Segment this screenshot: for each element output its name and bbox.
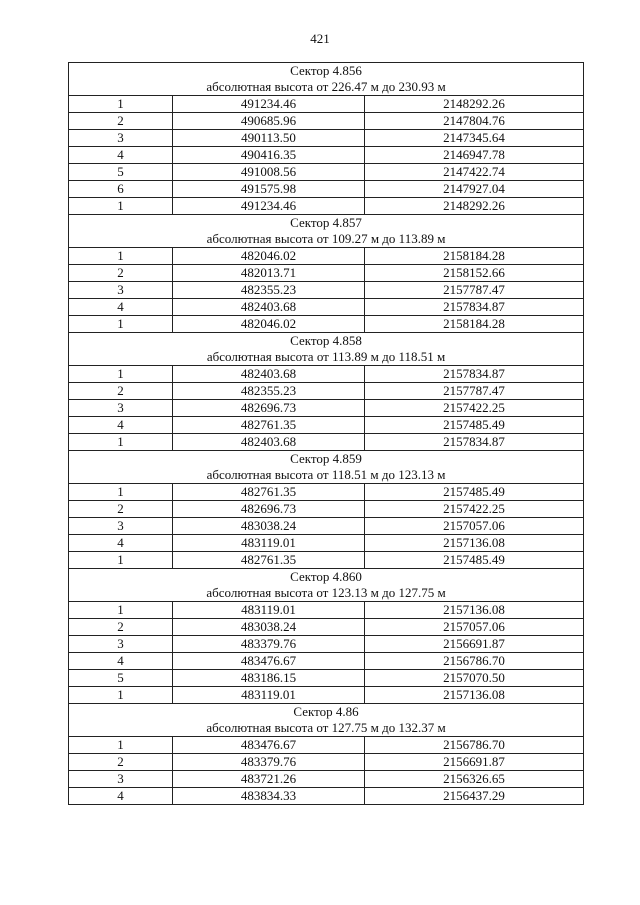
- coordinate-x: 483119.01: [173, 687, 365, 704]
- coordinate-y: 2158152.66: [365, 265, 584, 282]
- table-row: [69, 299, 584, 316]
- point-number: 5: [69, 164, 173, 181]
- table-row: [69, 518, 584, 535]
- coordinate-y: 2157485.49: [365, 484, 584, 501]
- sector-title: Сектор 4.86: [69, 704, 584, 721]
- sector-height: абсолютная высота от 109.27 м до 113.89 м: [69, 231, 584, 248]
- sector-height: абсолютная высота от 123.13 м до 127.75 м: [69, 585, 584, 602]
- table-row: [69, 535, 584, 552]
- table-row: [69, 434, 584, 451]
- point-number: 6: [69, 181, 173, 198]
- point-number: 1: [69, 434, 173, 451]
- table-row: [69, 282, 584, 299]
- coordinate-y: 2147422.74: [365, 164, 584, 181]
- point-number: 1: [69, 316, 173, 333]
- point-number: 2: [69, 113, 173, 130]
- coordinate-x: 490416.35: [173, 147, 365, 164]
- sector-title-row: [69, 569, 584, 586]
- coordinate-y: 2157057.06: [365, 518, 584, 535]
- coordinate-y: 2156786.70: [365, 653, 584, 670]
- coordinate-x: 491234.46: [173, 198, 365, 215]
- point-number: 1: [69, 248, 173, 265]
- coordinate-y: 2156691.87: [365, 636, 584, 653]
- table-row: [69, 636, 584, 653]
- coordinate-y: 2157834.87: [365, 434, 584, 451]
- point-number: 4: [69, 147, 173, 164]
- point-number: 5: [69, 670, 173, 687]
- table-row: [69, 417, 584, 434]
- point-number: 3: [69, 636, 173, 653]
- table-row: [69, 653, 584, 670]
- coordinate-x: 483119.01: [173, 535, 365, 552]
- sector-title: Сектор 4.858: [69, 333, 584, 350]
- coordinate-x: 483379.76: [173, 636, 365, 653]
- point-number: 1: [69, 198, 173, 215]
- sector-title-row: [69, 704, 584, 721]
- table-row: [69, 164, 584, 181]
- sector-title-row: [69, 215, 584, 232]
- table-row: [69, 248, 584, 265]
- table-row: [69, 670, 584, 687]
- table-row: [69, 754, 584, 771]
- coordinate-y: 2156437.29: [365, 788, 584, 805]
- coordinate-x: 482046.02: [173, 248, 365, 265]
- table-row: [69, 96, 584, 113]
- coordinate-y: 2156691.87: [365, 754, 584, 771]
- coordinate-x: 483379.76: [173, 754, 365, 771]
- point-number: 3: [69, 518, 173, 535]
- coordinate-x: 491234.46: [173, 96, 365, 113]
- table-row: [69, 400, 584, 417]
- table-row: [69, 147, 584, 164]
- coordinate-x: 482761.35: [173, 552, 365, 569]
- sector-height-row: [69, 349, 584, 366]
- point-number: 1: [69, 737, 173, 754]
- table-row: [69, 771, 584, 788]
- coordinate-y: 2157422.25: [365, 501, 584, 518]
- coordinate-y: 2147804.76: [365, 113, 584, 130]
- sector-height: абсолютная высота от 118.51 м до 123.13 м: [69, 467, 584, 484]
- point-number: 1: [69, 366, 173, 383]
- coordinates-table: [68, 62, 584, 805]
- point-number: 4: [69, 299, 173, 316]
- coordinate-y: 2157834.87: [365, 299, 584, 316]
- coordinate-x: 491008.56: [173, 164, 365, 181]
- coordinate-x: 482013.71: [173, 265, 365, 282]
- table-row: [69, 316, 584, 333]
- coordinate-y: 2156786.70: [365, 737, 584, 754]
- coordinate-x: 483476.67: [173, 653, 365, 670]
- coordinate-y: 2157485.49: [365, 417, 584, 434]
- point-number: 1: [69, 602, 173, 619]
- sector-height: абсолютная высота от 113.89 м до 118.51 м: [69, 349, 584, 366]
- coordinate-x: 483038.24: [173, 619, 365, 636]
- coordinate-y: 2157136.08: [365, 687, 584, 704]
- table-row: [69, 130, 584, 147]
- coordinate-y: 2157787.47: [365, 383, 584, 400]
- coordinate-y: 2148292.26: [365, 198, 584, 215]
- point-number: 3: [69, 130, 173, 147]
- sector-title: Сектор 4.859: [69, 451, 584, 468]
- point-number: 3: [69, 400, 173, 417]
- coordinate-y: 2157787.47: [365, 282, 584, 299]
- table-row: [69, 687, 584, 704]
- sector-height-row: [69, 720, 584, 737]
- point-number: 3: [69, 771, 173, 788]
- point-number: 1: [69, 96, 173, 113]
- point-number: 2: [69, 754, 173, 771]
- coordinate-x: 482355.23: [173, 383, 365, 400]
- coordinate-x: 491575.98: [173, 181, 365, 198]
- coordinate-x: 482696.73: [173, 400, 365, 417]
- coordinate-y: 2147345.64: [365, 130, 584, 147]
- table-row: [69, 501, 584, 518]
- coordinate-x: 483721.26: [173, 771, 365, 788]
- coordinate-x: 482403.68: [173, 366, 365, 383]
- table-row: [69, 265, 584, 282]
- point-number: 3: [69, 282, 173, 299]
- coordinate-x: 482403.68: [173, 299, 365, 316]
- table-row: [69, 181, 584, 198]
- table-row: [69, 737, 584, 754]
- coordinate-x: 483038.24: [173, 518, 365, 535]
- coordinate-x: 483476.67: [173, 737, 365, 754]
- coordinate-y: 2157057.06: [365, 619, 584, 636]
- point-number: 1: [69, 687, 173, 704]
- coordinate-y: 2157136.08: [365, 602, 584, 619]
- sector-title-row: [69, 333, 584, 350]
- coordinates-table-body: [69, 63, 584, 805]
- sector-title: Сектор 4.857: [69, 215, 584, 232]
- point-number: 4: [69, 788, 173, 805]
- point-number: 4: [69, 535, 173, 552]
- table-row: [69, 198, 584, 215]
- sector-height: абсолютная высота от 127.75 м до 132.37 м: [69, 720, 584, 737]
- coordinate-x: 483186.15: [173, 670, 365, 687]
- coordinate-x: 482696.73: [173, 501, 365, 518]
- coordinate-y: 2157070.50: [365, 670, 584, 687]
- table-row: [69, 113, 584, 130]
- coordinate-y: 2157834.87: [365, 366, 584, 383]
- coordinate-y: 2146947.78: [365, 147, 584, 164]
- sector-title-row: [69, 451, 584, 468]
- sector-title: Сектор 4.860: [69, 569, 584, 586]
- point-number: 4: [69, 417, 173, 434]
- table-row: [69, 366, 584, 383]
- coordinate-x: 482761.35: [173, 417, 365, 434]
- sector-height-row: [69, 79, 584, 96]
- coordinate-x: 482355.23: [173, 282, 365, 299]
- table-row: [69, 602, 584, 619]
- coordinate-y: 2156326.65: [365, 771, 584, 788]
- table-row: [69, 383, 584, 400]
- sector-title: Сектор 4.856: [69, 63, 584, 80]
- point-number: 2: [69, 501, 173, 518]
- page-number: 421: [310, 31, 330, 46]
- sector-height: абсолютная высота от 226.47 м до 230.93 м: [69, 79, 584, 96]
- coordinate-y: 2157485.49: [365, 552, 584, 569]
- coordinate-x: 490113.50: [173, 130, 365, 147]
- sector-title-row: [69, 63, 584, 80]
- point-number: 2: [69, 383, 173, 400]
- coordinate-y: 2148292.26: [365, 96, 584, 113]
- table-row: [69, 788, 584, 805]
- coordinate-x: 483834.33: [173, 788, 365, 805]
- point-number: 2: [69, 265, 173, 282]
- point-number: 2: [69, 619, 173, 636]
- point-number: 1: [69, 552, 173, 569]
- coordinate-y: 2158184.28: [365, 248, 584, 265]
- coordinate-y: 2157136.08: [365, 535, 584, 552]
- table-row: [69, 619, 584, 636]
- table-row: [69, 552, 584, 569]
- point-number: 1: [69, 484, 173, 501]
- coordinate-x: 482403.68: [173, 434, 365, 451]
- coordinate-y: 2147927.04: [365, 181, 584, 198]
- point-number: 4: [69, 653, 173, 670]
- sector-height-row: [69, 585, 584, 602]
- coordinate-x: 482761.35: [173, 484, 365, 501]
- coordinate-x: 483119.01: [173, 602, 365, 619]
- coordinate-y: 2157422.25: [365, 400, 584, 417]
- sector-height-row: [69, 467, 584, 484]
- table-row: [69, 484, 584, 501]
- coordinate-x: 490685.96: [173, 113, 365, 130]
- coordinate-x: 482046.02: [173, 316, 365, 333]
- coordinate-y: 2158184.28: [365, 316, 584, 333]
- sector-height-row: [69, 231, 584, 248]
